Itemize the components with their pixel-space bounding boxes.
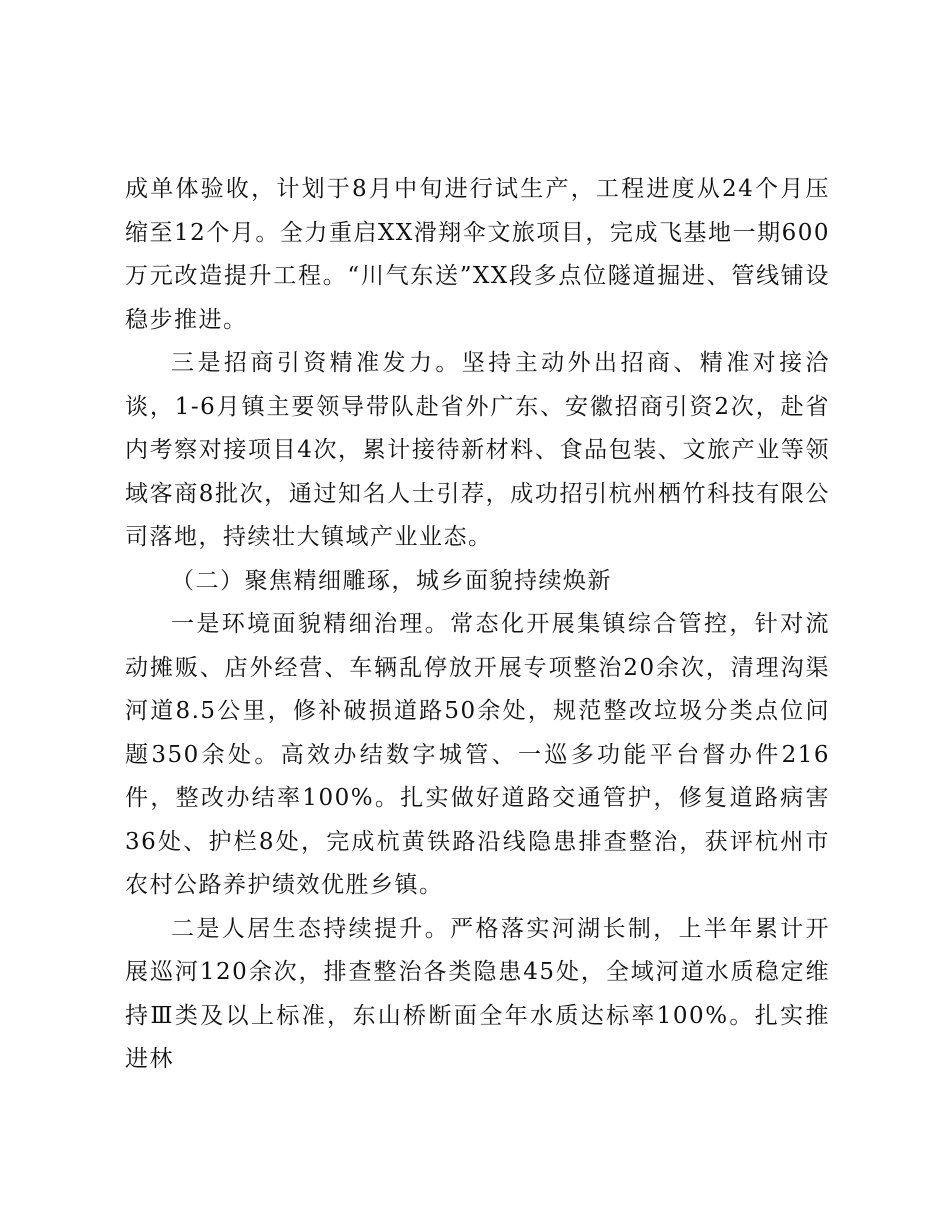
paragraph-ecology: 二是人居生态持续提升。严格落实河湖长制，上半年累计开展巡河120余次，排查整治各类隐患45处，全域河道水质稳定维持Ⅲ类及以上标准，东山桥断面全年水质达标率100%。扎实推进林 bbox=[125, 915, 830, 1072]
section-heading: （二）聚焦精细雕琢，城乡面貌持续焕新 bbox=[171, 567, 612, 594]
paragraph-continuation: 成单体验收，计划于8月中旬进行试生产，工程进度从24个月压缩至12个月。全力重启XX滑翔伞文旅项目，完成飞基地一期600万元改造提升工程。“川气东送”XX段多点位隧道掘进、管线铺设稳步推进。 bbox=[125, 176, 830, 333]
paragraph-environment: 一是环境面貌精细治理。常态化开展集镇综合管控，针对流动摊贩、店外经营、车辆乱停放开展专项整治20余次，清理沟渠河道8.5公里，修补破损道路50余处，规范整改垃圾分类点位问题350余处。高效办结数字城管、一巡多功能平台督办件216件，整改办结率100%。扎实做好道路交通管护，修复道路病害36处、护栏8处，完成杭黄铁路沿线隐患排查整治，获评杭州市农村公路养护绩效优胜乡镇。 bbox=[125, 611, 830, 898]
document-body bbox=[125, 168, 830, 1082]
paragraph-investment: 三是招商引资精准发力。坚持主动外出招商、精准对接洽谈，1-6月镇主要领导带队赴省外广东、安徽招商引资2次，赴省内考察对接项目4次，累计接待新材料、食品包装、文旅产业等领域客商8批次，通过知名人士引荐，成功招引杭州栖竹科技有限公司落地，持续壮大镇域产业业态。 bbox=[125, 350, 830, 550]
